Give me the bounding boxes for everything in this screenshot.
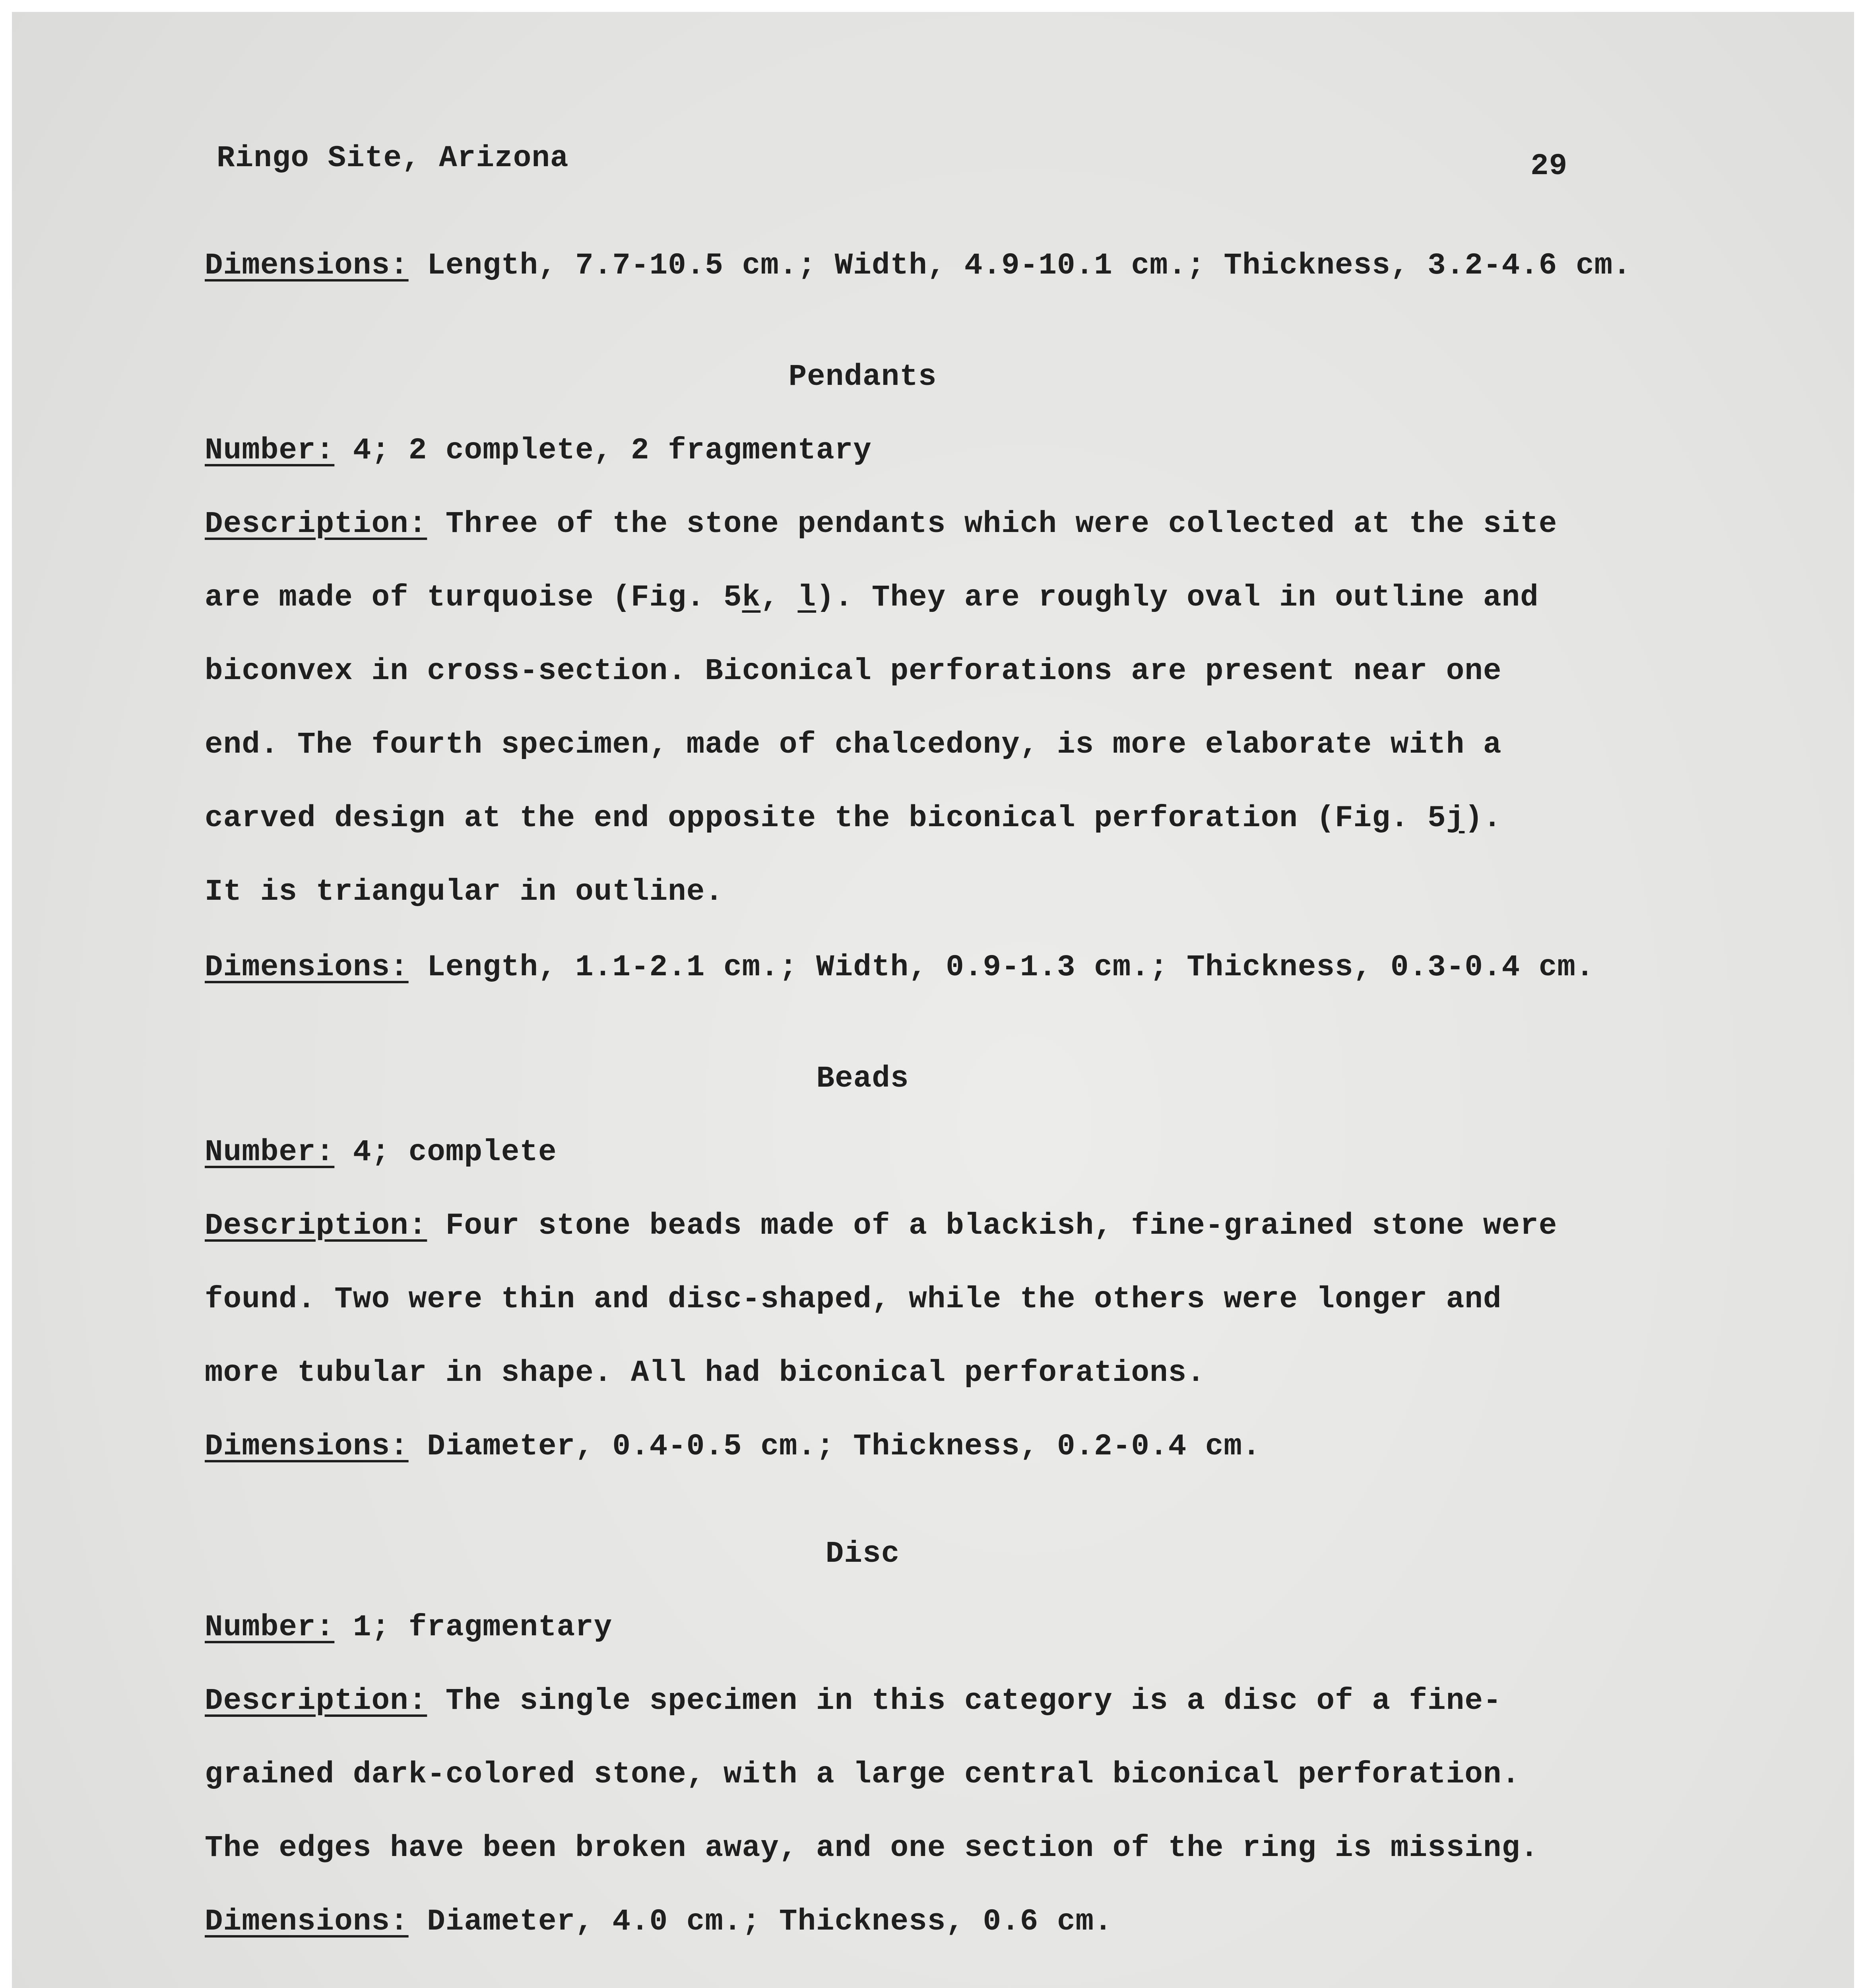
dimensions-label: Dimensions:	[205, 248, 409, 283]
figure-ref-l: l	[797, 580, 817, 615]
description-text: Three of the stone pendants which were collected at the site	[445, 507, 1558, 541]
text-span: ).	[1464, 801, 1502, 835]
beads-description-line-1	[205, 1211, 1557, 1241]
figure-ref-j: j	[1446, 801, 1465, 835]
text-span: ,	[760, 580, 798, 615]
disc-dimensions-line	[205, 1906, 1113, 1937]
dimensions-label: Dimensions:	[205, 950, 409, 984]
beads-dimensions-line	[205, 1431, 1261, 1462]
pendants-description-line-3: biconvex in cross-section. Biconical perforations are present near one	[205, 654, 1502, 688]
number-label: Number:	[205, 433, 335, 468]
figure-ref-k: k	[742, 580, 761, 615]
text-span: ). They are roughly oval in outline and	[816, 580, 1539, 615]
beads-description-line-2: found. Two were thin and disc-shaped, while the others were longer and	[205, 1282, 1502, 1316]
description-label: Description:	[205, 507, 427, 541]
number-text: 4; 2 complete, 2 fragmentary	[353, 433, 872, 468]
pendants-description-line-2	[205, 582, 1539, 613]
dimensions-text: Length, 7.7-10.5 cm.; Width, 4.9-10.1 cm.; Thickness, 3.2-4.6 cm.	[427, 248, 1631, 283]
section-heading-disc: Disc	[825, 1537, 900, 1571]
text-span: are made of turquoise (Fig. 5	[205, 580, 742, 615]
beads-number-line	[205, 1137, 557, 1167]
text-span: carved design at the end opposite the biconical perforation (Fig. 5	[205, 801, 1446, 835]
section-heading-beads: Beads	[816, 1062, 909, 1096]
dimensions-label: Dimensions:	[205, 1905, 409, 1939]
number-text: 1; fragmentary	[353, 1610, 613, 1644]
beads-description-line-3: more tubular in shape. All had biconical perforations.	[205, 1356, 1205, 1390]
dimensions-text: Length, 1.1-2.1 cm.; Width, 0.9-1.3 cm.; Thickness, 0.3-0.4 cm.	[427, 950, 1594, 984]
scanned-page	[12, 12, 1854, 1988]
dimensions-label: Dimensions:	[205, 1429, 409, 1464]
pendants-description-line-4: end. The fourth specimen, made of chalcedony, is more elaborate with a	[205, 728, 1502, 762]
description-label: Description:	[205, 1684, 427, 1718]
dimensions-text: Diameter, 0.4-0.5 cm.; Thickness, 0.2-0.4 cm.	[427, 1429, 1261, 1464]
pendants-description-line-1	[205, 509, 1557, 539]
disc-number-line	[205, 1612, 612, 1642]
number-text: 4; complete	[353, 1135, 557, 1169]
pendants-dimensions-line	[205, 952, 1594, 982]
number-label: Number:	[205, 1135, 335, 1169]
pendants-description-line-6: It is triangular in outline.	[205, 875, 724, 909]
pendants-description-line-5	[205, 803, 1502, 833]
description-text: The single specimen in this category is a disc of a fine-	[445, 1684, 1502, 1718]
pendants-number-line	[205, 435, 872, 466]
number-label: Number:	[205, 1610, 335, 1644]
intro-dimensions-line	[205, 250, 1631, 281]
disc-description-line-2: grained dark-colored stone, with a large central biconical perforation.	[205, 1757, 1521, 1792]
disc-description-line-1	[205, 1686, 1502, 1716]
section-heading-pendants: Pendants	[788, 360, 937, 394]
description-label: Description:	[205, 1209, 427, 1243]
disc-description-line-3: The edges have been broken away, and one section of the ring is missing.	[205, 1831, 1539, 1865]
description-text: Four stone beads made of a blackish, fine-grained stone were	[445, 1209, 1558, 1243]
page-number: 29	[1530, 149, 1568, 183]
dimensions-text: Diameter, 4.0 cm.; Thickness, 0.6 cm.	[427, 1905, 1113, 1939]
running-title: Ringo Site, Arizona	[217, 141, 569, 175]
